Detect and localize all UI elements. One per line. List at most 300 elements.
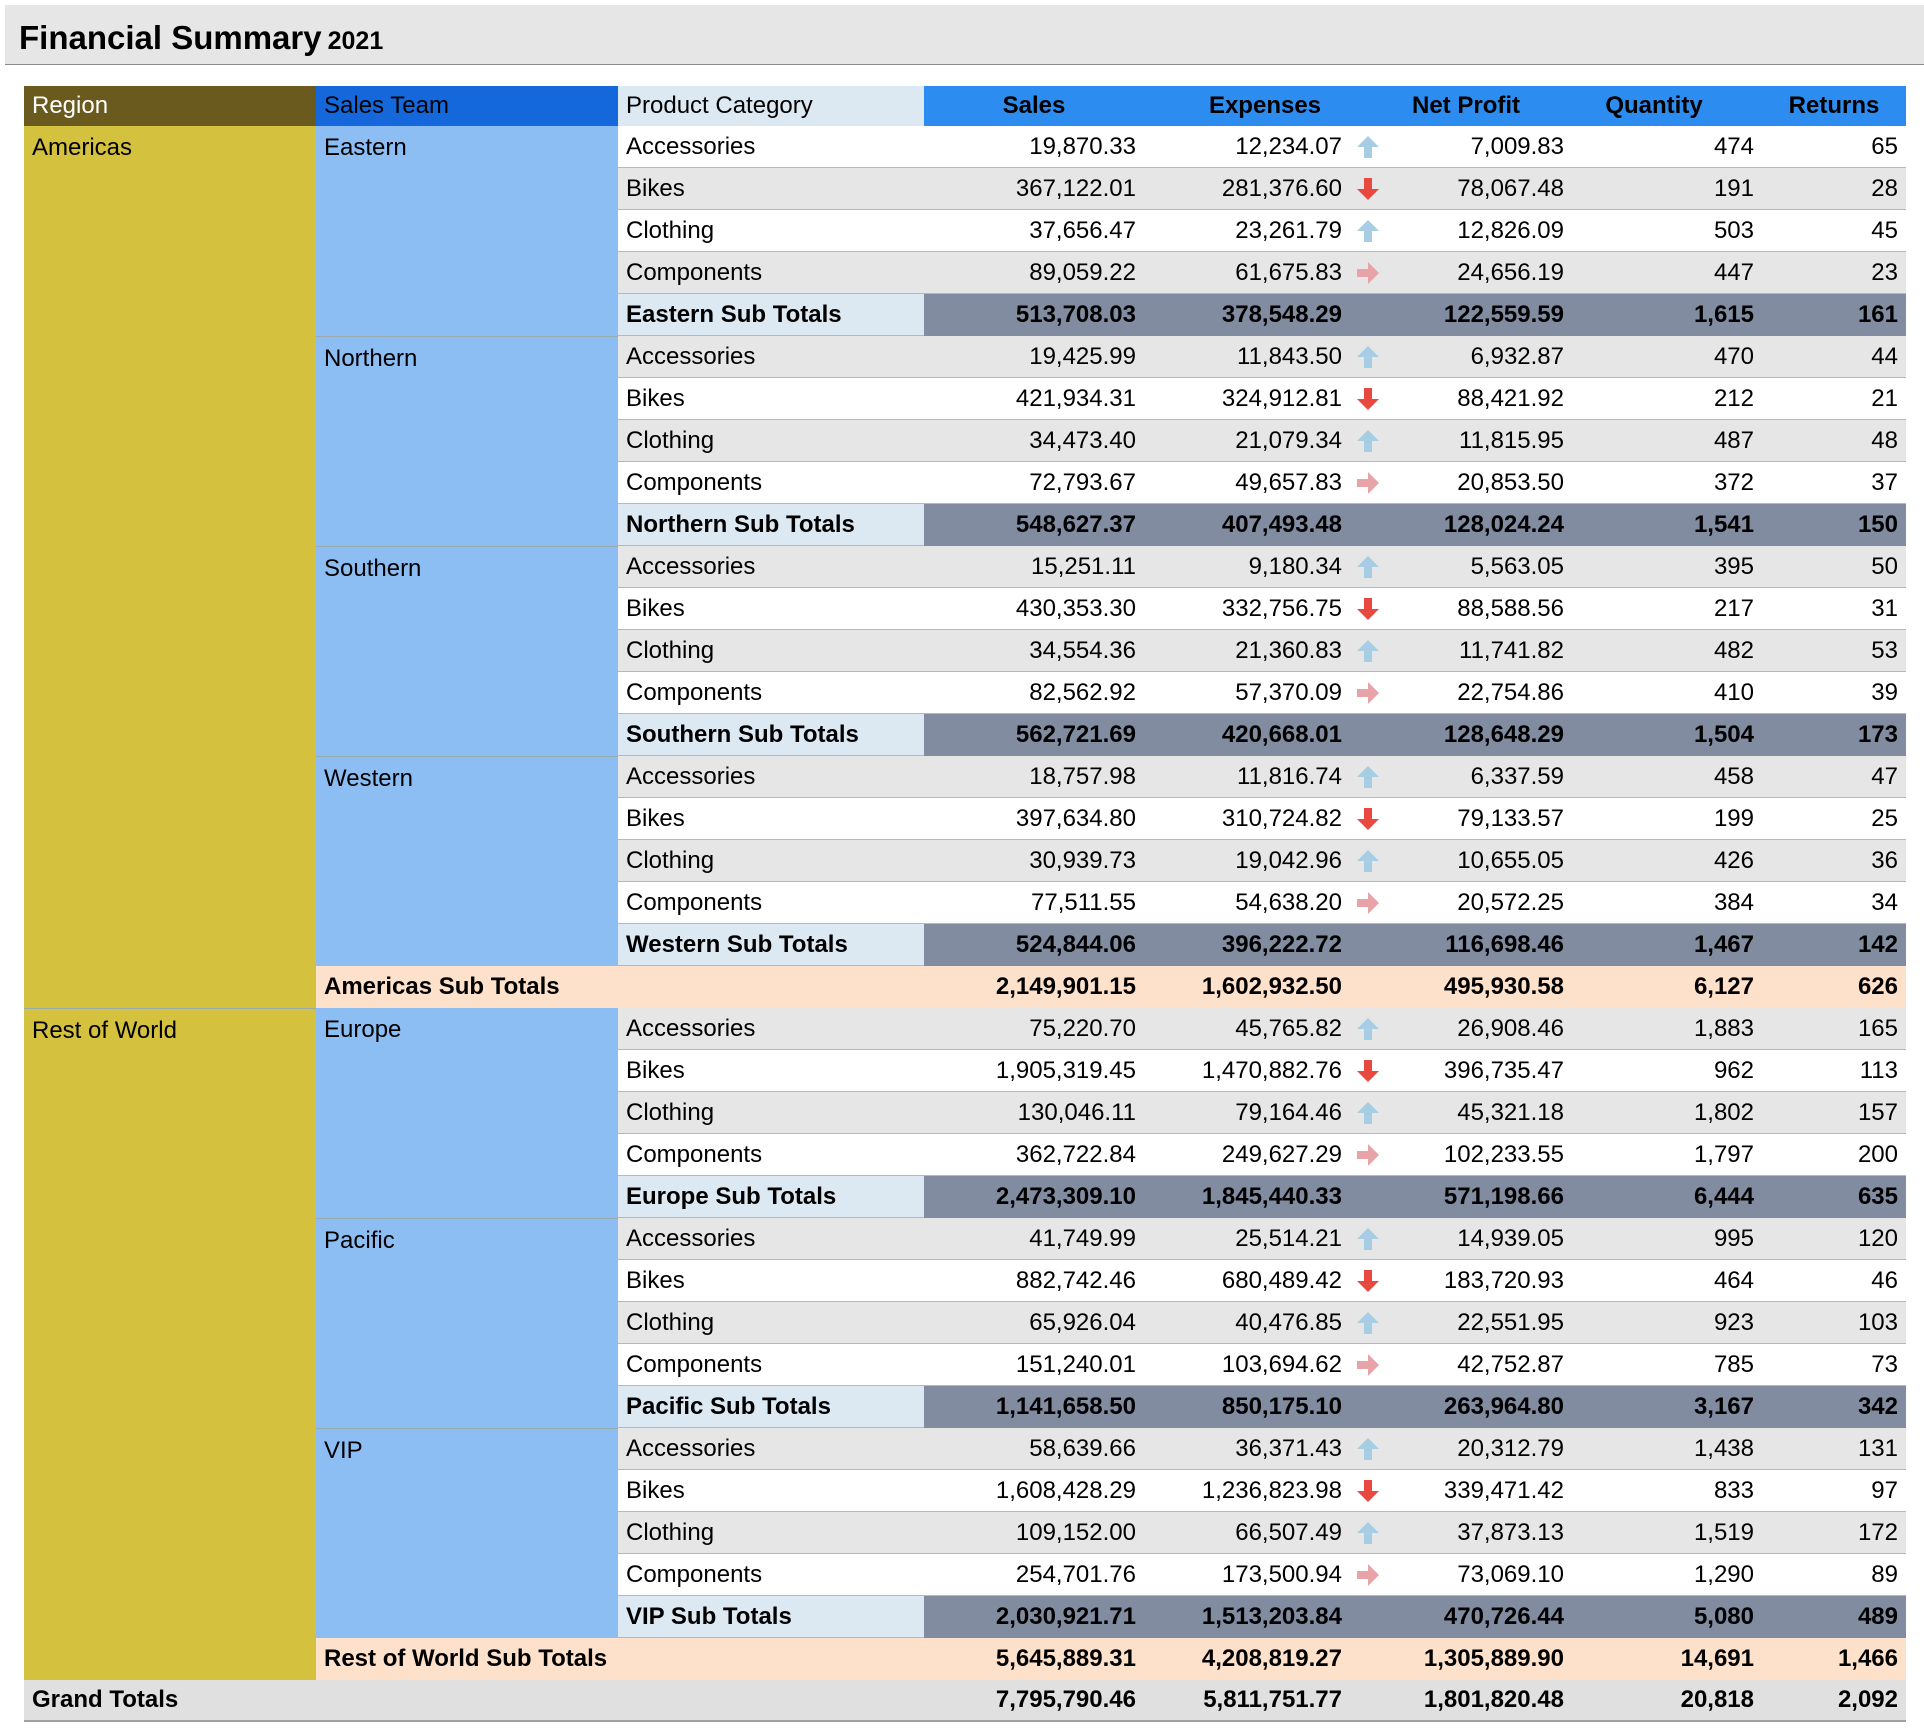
trend-arrow-cell	[1350, 1008, 1386, 1050]
sales-value: 430,353.30	[924, 588, 1144, 630]
sales-value: 397,634.80	[924, 798, 1144, 840]
grand-total-returns: 2,092	[1762, 1680, 1906, 1722]
region-subtotal-returns: 626	[1762, 966, 1906, 1008]
region-subtotal-sales: 2,149,901.15	[924, 966, 1144, 1008]
column-header-quantity[interactable]: Quantity	[1546, 86, 1762, 126]
expenses-value: 40,476.85	[1144, 1302, 1350, 1344]
region-subtotal-sales: 5,645,889.31	[924, 1638, 1144, 1680]
expenses-value: 1,236,823.98	[1144, 1470, 1350, 1512]
report-year: 2021	[327, 27, 384, 55]
expenses-value: 249,627.29	[1144, 1134, 1350, 1176]
expenses-value: 36,371.43	[1144, 1428, 1350, 1470]
product-category-cell[interactable]: Components	[618, 462, 924, 504]
team-subtotal-net-profit: 116,698.46	[1386, 924, 1572, 966]
sales-value: 34,554.36	[924, 630, 1144, 672]
net-profit-value: 20,312.79	[1386, 1428, 1572, 1470]
product-category-cell[interactable]: Components	[618, 882, 924, 924]
team-subtotal-returns: 342	[1762, 1386, 1906, 1428]
quantity-value: 487	[1572, 420, 1762, 462]
sales-value: 421,934.31	[924, 378, 1144, 420]
team-subtotal-label: Eastern Sub Totals	[618, 294, 924, 336]
arrow-right-icon	[1355, 680, 1381, 706]
arrow-right-icon	[1355, 1562, 1381, 1588]
trend-arrow-cell	[1350, 1050, 1386, 1092]
quantity-value: 395	[1572, 546, 1762, 588]
sales-team-cell[interactable]: Southern	[316, 546, 618, 756]
quantity-value: 962	[1572, 1050, 1762, 1092]
team-subtotal-expenses: 407,493.48	[1144, 504, 1350, 546]
team-subtotal-quantity: 6,444	[1572, 1176, 1762, 1218]
arrow-down-icon	[1355, 386, 1381, 412]
trend-arrow-cell	[1350, 882, 1386, 924]
returns-value: 165	[1762, 1008, 1906, 1050]
arrow-up-icon	[1355, 1436, 1381, 1462]
arrow-up-icon	[1355, 428, 1381, 454]
quantity-value: 191	[1572, 168, 1762, 210]
product-category-cell[interactable]: Accessories	[618, 336, 924, 378]
expenses-value: 19,042.96	[1144, 840, 1350, 882]
expenses-value: 11,843.50	[1144, 336, 1350, 378]
returns-value: 44	[1762, 336, 1906, 378]
team-subtotal-label: Pacific Sub Totals	[618, 1386, 924, 1428]
product-category-cell[interactable]: Bikes	[618, 1050, 924, 1092]
product-category-cell[interactable]: Clothing	[618, 1092, 924, 1134]
returns-value: 47	[1762, 756, 1906, 798]
returns-value: 23	[1762, 252, 1906, 294]
team-subtotal-returns: 489	[1762, 1596, 1906, 1638]
product-category-cell[interactable]: Components	[618, 1554, 924, 1596]
product-category-cell[interactable]: Clothing	[618, 1512, 924, 1554]
sales-value: 1,608,428.29	[924, 1470, 1144, 1512]
team-subtotal-expenses: 1,845,440.33	[1144, 1176, 1350, 1218]
team-subtotal-net-profit: 128,024.24	[1386, 504, 1572, 546]
net-profit-value: 11,741.82	[1386, 630, 1572, 672]
product-category-cell[interactable]: Clothing	[618, 840, 924, 882]
product-category-cell[interactable]: Bikes	[618, 798, 924, 840]
quantity-value: 458	[1572, 756, 1762, 798]
sales-value: 34,473.40	[924, 420, 1144, 462]
sales-value: 19,870.33	[924, 126, 1144, 168]
quantity-value: 785	[1572, 1344, 1762, 1386]
returns-value: 28	[1762, 168, 1906, 210]
region-cell[interactable]: Rest of World	[24, 1008, 316, 1680]
team-subtotal-expenses: 420,668.01	[1144, 714, 1350, 756]
trend-arrow-cell	[1350, 1134, 1386, 1176]
trend-arrow-cell	[1350, 1470, 1386, 1512]
arrow-up-icon	[1355, 848, 1381, 874]
returns-value: 25	[1762, 798, 1906, 840]
product-category-cell[interactable]: Bikes	[618, 378, 924, 420]
sales-value: 882,742.46	[924, 1260, 1144, 1302]
arrow-up-icon	[1355, 1226, 1381, 1252]
trend-arrow-cell	[1350, 630, 1386, 672]
net-profit-value: 20,572.25	[1386, 882, 1572, 924]
expenses-value: 57,370.09	[1144, 672, 1350, 714]
returns-value: 31	[1762, 588, 1906, 630]
trend-arrow-cell	[1350, 252, 1386, 294]
column-header-sales[interactable]: Sales	[924, 86, 1144, 126]
arrow-up-icon	[1355, 638, 1381, 664]
team-subtotal-sales: 548,627.37	[924, 504, 1144, 546]
sales-value: 72,793.67	[924, 462, 1144, 504]
arrow-down-icon	[1355, 1478, 1381, 1504]
net-profit-value: 37,873.13	[1386, 1512, 1572, 1554]
net-profit-value: 11,815.95	[1386, 420, 1572, 462]
trend-arrow-cell	[1350, 1428, 1386, 1470]
region-subtotal-arrow-gap	[1350, 966, 1386, 1008]
quantity-value: 410	[1572, 672, 1762, 714]
team-subtotal-sales: 524,844.06	[924, 924, 1144, 966]
team-subtotal-expenses: 378,548.29	[1144, 294, 1350, 336]
team-subtotal-returns: 173	[1762, 714, 1906, 756]
net-profit-value: 88,421.92	[1386, 378, 1572, 420]
region-subtotal-label: Rest of World Sub Totals	[316, 1638, 924, 1680]
region-subtotal-label: Americas Sub Totals	[316, 966, 924, 1008]
team-subtotal-returns: 150	[1762, 504, 1906, 546]
product-category-cell[interactable]: Bikes	[618, 1470, 924, 1512]
quantity-value: 1,438	[1572, 1428, 1762, 1470]
returns-value: 37	[1762, 462, 1906, 504]
sales-value: 15,251.11	[924, 546, 1144, 588]
product-category-cell[interactable]: Bikes	[618, 168, 924, 210]
team-subtotal-label: VIP Sub Totals	[618, 1596, 924, 1638]
net-profit-value: 45,321.18	[1386, 1092, 1572, 1134]
quantity-value: 372	[1572, 462, 1762, 504]
product-category-cell[interactable]: Accessories	[618, 1428, 924, 1470]
returns-value: 120	[1762, 1218, 1906, 1260]
report-title-bar	[5, 5, 1924, 65]
team-subtotal-arrow-gap	[1350, 1596, 1386, 1638]
expenses-value: 54,638.20	[1144, 882, 1350, 924]
column-header-returns[interactable]: Returns	[1762, 86, 1906, 126]
trend-arrow-cell	[1350, 336, 1386, 378]
net-profit-value: 88,588.56	[1386, 588, 1572, 630]
team-subtotal-arrow-gap	[1350, 924, 1386, 966]
team-subtotal-sales: 562,721.69	[924, 714, 1144, 756]
product-category-cell[interactable]: Clothing	[618, 210, 924, 252]
arrow-right-icon	[1355, 1142, 1381, 1168]
sales-value: 109,152.00	[924, 1512, 1144, 1554]
arrow-right-icon	[1355, 890, 1381, 916]
sales-value: 1,905,319.45	[924, 1050, 1144, 1092]
returns-value: 73	[1762, 1344, 1906, 1386]
trend-arrow-cell	[1350, 672, 1386, 714]
column-header-net-profit[interactable]: Net Profit	[1386, 86, 1546, 126]
team-subtotal-sales: 2,030,921.71	[924, 1596, 1144, 1638]
arrow-up-icon	[1355, 554, 1381, 580]
product-category-cell[interactable]: Accessories	[618, 756, 924, 798]
product-category-cell[interactable]: Components	[618, 252, 924, 294]
trend-arrow-cell	[1350, 1260, 1386, 1302]
expenses-value: 332,756.75	[1144, 588, 1350, 630]
team-subtotal-sales: 2,473,309.10	[924, 1176, 1144, 1218]
report-title-text: Financial Summary	[19, 19, 322, 56]
region-subtotal-expenses: 4,208,819.27	[1144, 1638, 1350, 1680]
product-category-cell[interactable]: Clothing	[618, 1302, 924, 1344]
arrow-up-icon	[1355, 134, 1381, 160]
team-subtotal-expenses: 850,175.10	[1144, 1386, 1350, 1428]
trend-arrow-cell	[1350, 1302, 1386, 1344]
sales-value: 151,240.01	[924, 1344, 1144, 1386]
sales-team-cell[interactable]: Pacific	[316, 1218, 618, 1428]
net-profit-value: 5,563.05	[1386, 546, 1572, 588]
expenses-value: 61,675.83	[1144, 252, 1350, 294]
team-subtotal-expenses: 396,222.72	[1144, 924, 1350, 966]
grand-totals-label: Grand Totals	[24, 1680, 924, 1722]
region-subtotal-quantity: 14,691	[1572, 1638, 1762, 1680]
trend-arrow-cell	[1350, 546, 1386, 588]
arrow-up-icon	[1355, 1310, 1381, 1336]
quantity-value: 474	[1572, 126, 1762, 168]
expenses-value: 12,234.07	[1144, 126, 1350, 168]
team-subtotal-expenses: 1,513,203.84	[1144, 1596, 1350, 1638]
sales-value: 254,701.76	[924, 1554, 1144, 1596]
quantity-value: 1,290	[1572, 1554, 1762, 1596]
trend-arrow-cell	[1350, 588, 1386, 630]
product-category-cell[interactable]: Components	[618, 1344, 924, 1386]
net-profit-value: 12,826.09	[1386, 210, 1572, 252]
expenses-value: 21,360.83	[1144, 630, 1350, 672]
column-header-sales-team[interactable]: Sales Team	[316, 86, 618, 126]
trend-arrow-cell	[1350, 210, 1386, 252]
arrow-up-icon	[1355, 1016, 1381, 1042]
returns-value: 200	[1762, 1134, 1906, 1176]
product-category-cell[interactable]: Components	[618, 672, 924, 714]
trend-arrow-cell	[1350, 168, 1386, 210]
expenses-value: 25,514.21	[1144, 1218, 1350, 1260]
product-category-cell[interactable]: Components	[618, 1134, 924, 1176]
team-subtotal-net-profit: 263,964.80	[1386, 1386, 1572, 1428]
product-category-cell[interactable]: Bikes	[618, 1260, 924, 1302]
expenses-value: 103,694.62	[1144, 1344, 1350, 1386]
arrow-right-icon	[1355, 470, 1381, 496]
team-subtotal-sales: 1,141,658.50	[924, 1386, 1144, 1428]
quantity-value: 470	[1572, 336, 1762, 378]
trend-arrow-cell	[1350, 1344, 1386, 1386]
quantity-value: 199	[1572, 798, 1762, 840]
arrow-right-icon	[1355, 260, 1381, 286]
sales-value: 89,059.22	[924, 252, 1144, 294]
trend-arrow-cell	[1350, 126, 1386, 168]
grand-total-quantity: 20,818	[1572, 1680, 1762, 1722]
sales-value: 37,656.47	[924, 210, 1144, 252]
returns-value: 34	[1762, 882, 1906, 924]
team-subtotal-returns: 635	[1762, 1176, 1906, 1218]
grand-total-arrow-gap	[1350, 1680, 1386, 1722]
returns-value: 39	[1762, 672, 1906, 714]
trend-arrow-cell	[1350, 1218, 1386, 1260]
region-subtotal-net-profit: 1,305,889.90	[1386, 1638, 1572, 1680]
team-subtotal-quantity: 1,541	[1572, 504, 1762, 546]
team-subtotal-quantity: 3,167	[1572, 1386, 1762, 1428]
team-subtotal-arrow-gap	[1350, 1176, 1386, 1218]
returns-value: 113	[1762, 1050, 1906, 1092]
arrow-down-icon	[1355, 176, 1381, 202]
quantity-value: 464	[1572, 1260, 1762, 1302]
expenses-value: 45,765.82	[1144, 1008, 1350, 1050]
arrow-right-icon	[1355, 1352, 1381, 1378]
net-profit-value: 26,908.46	[1386, 1008, 1572, 1050]
sales-value: 367,122.01	[924, 168, 1144, 210]
expenses-value: 66,507.49	[1144, 1512, 1350, 1554]
sales-value: 19,425.99	[924, 336, 1144, 378]
team-subtotal-label: Southern Sub Totals	[618, 714, 924, 756]
region-subtotal-expenses: 1,602,932.50	[1144, 966, 1350, 1008]
column-header-product-category[interactable]: Product Category	[618, 86, 924, 126]
grand-total-sales: 7,795,790.46	[924, 1680, 1144, 1722]
team-subtotal-arrow-gap	[1350, 504, 1386, 546]
trend-arrow-cell	[1350, 798, 1386, 840]
arrow-up-icon	[1355, 1100, 1381, 1126]
column-header-expenses[interactable]: Expenses	[1144, 86, 1386, 126]
returns-value: 97	[1762, 1470, 1906, 1512]
quantity-value: 923	[1572, 1302, 1762, 1344]
expenses-value: 680,489.42	[1144, 1260, 1350, 1302]
sales-team-cell[interactable]: Eastern	[316, 126, 618, 336]
quantity-value: 1,797	[1572, 1134, 1762, 1176]
returns-value: 157	[1762, 1092, 1906, 1134]
net-profit-value: 79,133.57	[1386, 798, 1572, 840]
region-cell[interactable]: Americas	[24, 126, 316, 1008]
region-subtotal-returns: 1,466	[1762, 1638, 1906, 1680]
net-profit-value: 24,656.19	[1386, 252, 1572, 294]
returns-value: 50	[1762, 546, 1906, 588]
net-profit-value: 20,853.50	[1386, 462, 1572, 504]
team-subtotal-label: Northern Sub Totals	[618, 504, 924, 546]
quantity-value: 833	[1572, 1470, 1762, 1512]
product-category-cell[interactable]: Accessories	[618, 1008, 924, 1050]
trend-arrow-cell	[1350, 378, 1386, 420]
sales-value: 362,722.84	[924, 1134, 1144, 1176]
product-category-cell[interactable]: Accessories	[618, 126, 924, 168]
sales-value: 65,926.04	[924, 1302, 1144, 1344]
quantity-value: 1,802	[1572, 1092, 1762, 1134]
team-subtotal-quantity: 1,615	[1572, 294, 1762, 336]
expenses-value: 23,261.79	[1144, 210, 1350, 252]
quantity-value: 1,883	[1572, 1008, 1762, 1050]
trend-arrow-cell	[1350, 1554, 1386, 1596]
net-profit-value: 73,069.10	[1386, 1554, 1572, 1596]
expenses-value: 49,657.83	[1144, 462, 1350, 504]
trend-arrow-cell	[1350, 462, 1386, 504]
product-category-cell[interactable]: Accessories	[618, 1218, 924, 1260]
team-subtotal-quantity: 1,467	[1572, 924, 1762, 966]
sales-team-cell[interactable]: Northern	[316, 336, 618, 546]
arrow-up-icon	[1355, 218, 1381, 244]
team-subtotal-quantity: 5,080	[1572, 1596, 1762, 1638]
sales-team-cell[interactable]: Western	[316, 756, 618, 966]
returns-value: 65	[1762, 126, 1906, 168]
product-category-cell[interactable]: Clothing	[618, 420, 924, 462]
net-profit-value: 183,720.93	[1386, 1260, 1572, 1302]
expenses-value: 281,376.60	[1144, 168, 1350, 210]
arrow-down-icon	[1355, 1268, 1381, 1294]
net-profit-value: 7,009.83	[1386, 126, 1572, 168]
expenses-value: 310,724.82	[1144, 798, 1350, 840]
team-subtotal-net-profit: 122,559.59	[1386, 294, 1572, 336]
team-subtotal-arrow-gap	[1350, 1386, 1386, 1428]
trend-arrow-cell	[1350, 1512, 1386, 1554]
sales-team-cell[interactable]: Europe	[316, 1008, 618, 1218]
product-category-cell[interactable]: Clothing	[618, 630, 924, 672]
quantity-value: 217	[1572, 588, 1762, 630]
net-profit-value: 102,233.55	[1386, 1134, 1572, 1176]
team-subtotal-label: Europe Sub Totals	[618, 1176, 924, 1218]
team-subtotal-net-profit: 470,726.44	[1386, 1596, 1572, 1638]
product-category-cell[interactable]: Bikes	[618, 588, 924, 630]
quantity-value: 503	[1572, 210, 1762, 252]
region-subtotal-quantity: 6,127	[1572, 966, 1762, 1008]
grand-total-expenses: 5,811,751.77	[1144, 1680, 1350, 1722]
sales-value: 58,639.66	[924, 1428, 1144, 1470]
team-subtotal-arrow-gap	[1350, 294, 1386, 336]
team-subtotal-quantity: 1,504	[1572, 714, 1762, 756]
net-profit-value: 78,067.48	[1386, 168, 1572, 210]
sales-team-cell[interactable]: VIP	[316, 1428, 618, 1638]
team-subtotal-label: Western Sub Totals	[618, 924, 924, 966]
trend-arrow-cell	[1350, 756, 1386, 798]
arrow-down-icon	[1355, 1058, 1381, 1084]
expenses-value: 11,816.74	[1144, 756, 1350, 798]
net-profit-value: 42,752.87	[1386, 1344, 1572, 1386]
trend-arrow-cell	[1350, 1092, 1386, 1134]
team-subtotal-sales: 513,708.03	[924, 294, 1144, 336]
net-profit-value: 22,551.95	[1386, 1302, 1572, 1344]
product-category-cell[interactable]: Accessories	[618, 546, 924, 588]
region-subtotal-net-profit: 495,930.58	[1386, 966, 1572, 1008]
column-header-region[interactable]: Region	[24, 86, 316, 126]
expenses-value: 79,164.46	[1144, 1092, 1350, 1134]
arrow-up-icon	[1355, 764, 1381, 790]
team-subtotal-returns: 161	[1762, 294, 1906, 336]
quantity-value: 212	[1572, 378, 1762, 420]
quantity-value: 482	[1572, 630, 1762, 672]
quantity-value: 426	[1572, 840, 1762, 882]
expenses-value: 9,180.34	[1144, 546, 1350, 588]
returns-value: 21	[1762, 378, 1906, 420]
region-subtotal-arrow-gap	[1350, 1638, 1386, 1680]
net-profit-value: 396,735.47	[1386, 1050, 1572, 1092]
quantity-value: 384	[1572, 882, 1762, 924]
returns-value: 45	[1762, 210, 1906, 252]
returns-value: 48	[1762, 420, 1906, 462]
trend-arrow-cell	[1350, 420, 1386, 462]
team-subtotal-returns: 142	[1762, 924, 1906, 966]
returns-value: 36	[1762, 840, 1906, 882]
arrow-down-icon	[1355, 596, 1381, 622]
team-subtotal-arrow-gap	[1350, 714, 1386, 756]
net-profit-value: 6,337.59	[1386, 756, 1572, 798]
grand-total-net-profit: 1,801,820.48	[1386, 1680, 1572, 1722]
expenses-value: 324,912.81	[1144, 378, 1350, 420]
returns-value: 46	[1762, 1260, 1906, 1302]
trend-arrow-cell	[1350, 840, 1386, 882]
sales-value: 82,562.92	[924, 672, 1144, 714]
returns-value: 172	[1762, 1512, 1906, 1554]
expenses-value: 173,500.94	[1144, 1554, 1350, 1596]
sales-value: 18,757.98	[924, 756, 1144, 798]
net-profit-value: 10,655.05	[1386, 840, 1572, 882]
sales-value: 130,046.11	[924, 1092, 1144, 1134]
expenses-value: 1,470,882.76	[1144, 1050, 1350, 1092]
sales-value: 30,939.73	[924, 840, 1144, 882]
net-profit-value: 339,471.42	[1386, 1470, 1572, 1512]
sales-value: 41,749.99	[924, 1218, 1144, 1260]
quantity-value: 995	[1572, 1218, 1762, 1260]
quantity-value: 447	[1572, 252, 1762, 294]
arrow-down-icon	[1355, 806, 1381, 832]
expenses-value: 21,079.34	[1144, 420, 1350, 462]
